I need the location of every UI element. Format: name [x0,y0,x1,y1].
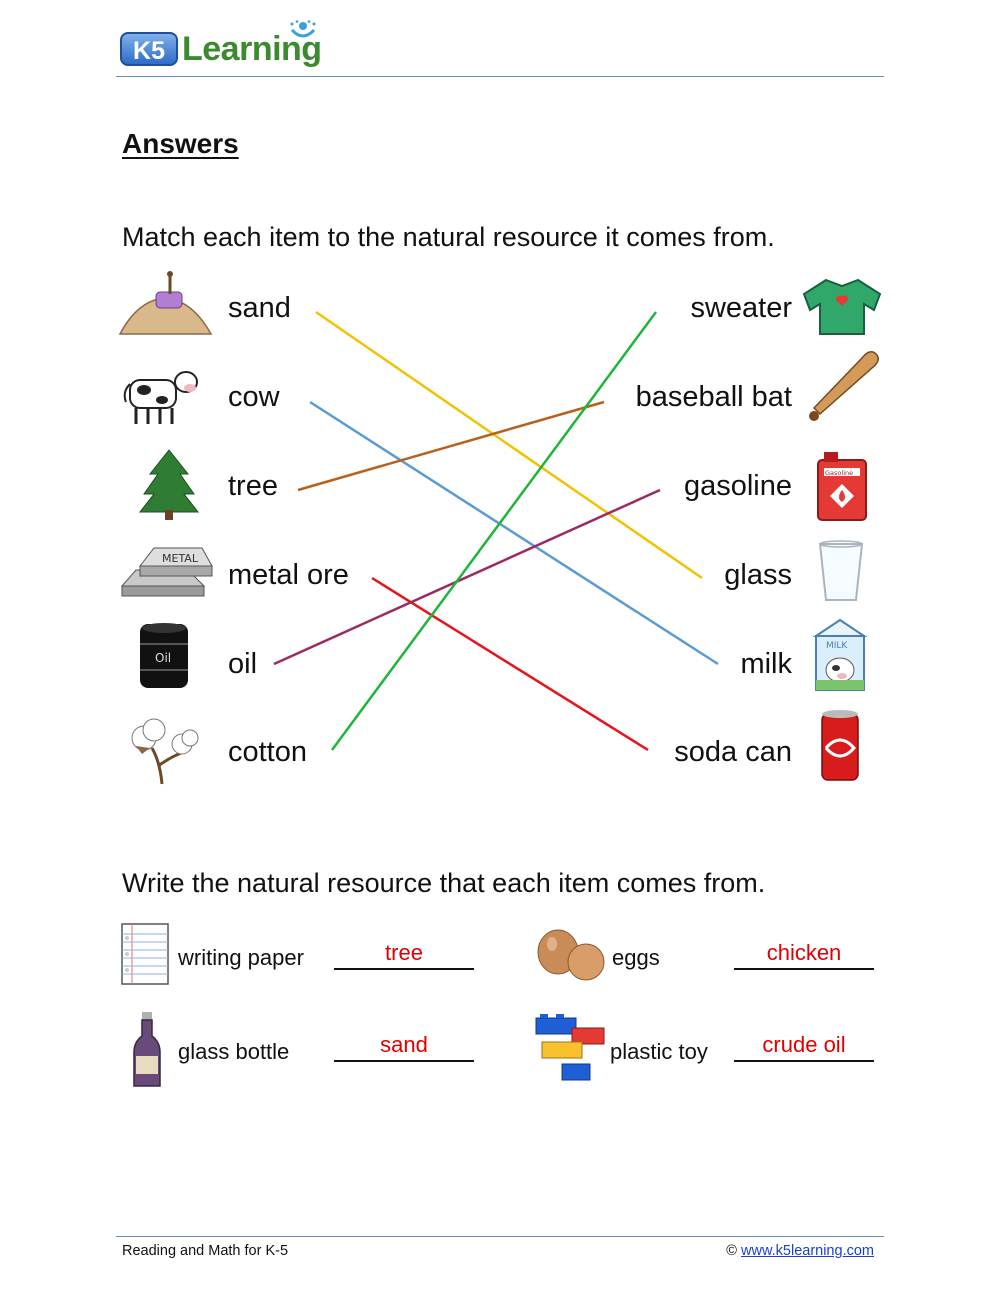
item-label-writing-paper: writing paper [178,945,304,970]
logo-k5-badge: K5 [120,32,178,66]
answer-eggs: chicken [766,940,842,965]
milk-carton-label: MILK [826,641,848,651]
footer-rule [116,1236,884,1237]
answer-line-writing-paper [334,968,474,970]
right-word-gasoline: gasoline [683,470,792,502]
left-word-sand: sand [228,292,291,324]
writing-paper-icon [120,922,170,986]
match-line-cotton [332,312,656,750]
right-word-milk: milk [740,648,792,680]
match-line-cow [310,402,718,664]
item-label-eggs: eggs [612,945,660,970]
glass-bottle-icon [130,1010,164,1090]
answer-line-eggs [734,968,874,970]
copyright-symbol: © [726,1243,737,1259]
metal-bar-label: METAL [162,552,198,565]
left-word-cotton: cotton [228,736,307,768]
oil-barrel-label: Oil [155,651,172,665]
answer-writing-paper: tree [385,940,423,965]
footer-copyright [726,1243,874,1259]
footer-tagline: Reading and Math for K-5 [122,1243,289,1259]
left-word-metal-ore: metal ore [228,559,349,591]
right-word-sweater: sweater [690,292,792,324]
plastic-toy-blocks-icon [532,1010,608,1086]
part1-instruction: Match each item to the natural resource it comes from. [122,222,775,252]
right-word-glass: glass [724,559,792,591]
answer-line-glass-bottle [334,1060,474,1062]
gas-can-label: Gasoline [825,469,854,477]
answer-plastic-toy: crude oil [762,1032,846,1057]
part2-instruction: Write the natural resource that each item comes from. [122,868,766,898]
left-word-oil: oil [228,648,258,680]
right-word-baseball-bat: baseball bat [635,381,792,413]
footer-website-link[interactable]: www.k5learning.com [741,1243,874,1259]
page-title: Answers [122,128,239,159]
left-word-cow: cow [228,381,280,413]
right-word-soda-can: soda can [674,736,792,768]
left-word-tree: tree [228,470,278,502]
answer-line-plastic-toy [734,1060,874,1062]
item-label-plastic-toy: plastic toy [610,1039,708,1064]
match-line-metal-ore [372,578,648,750]
match-line-sand [316,312,702,578]
answer-glass-bottle: sand [380,1032,428,1057]
logo-wordmark: Learning [182,30,322,68]
item-label-glass-bottle: glass bottle [178,1039,290,1064]
eggs-icon [532,926,608,982]
